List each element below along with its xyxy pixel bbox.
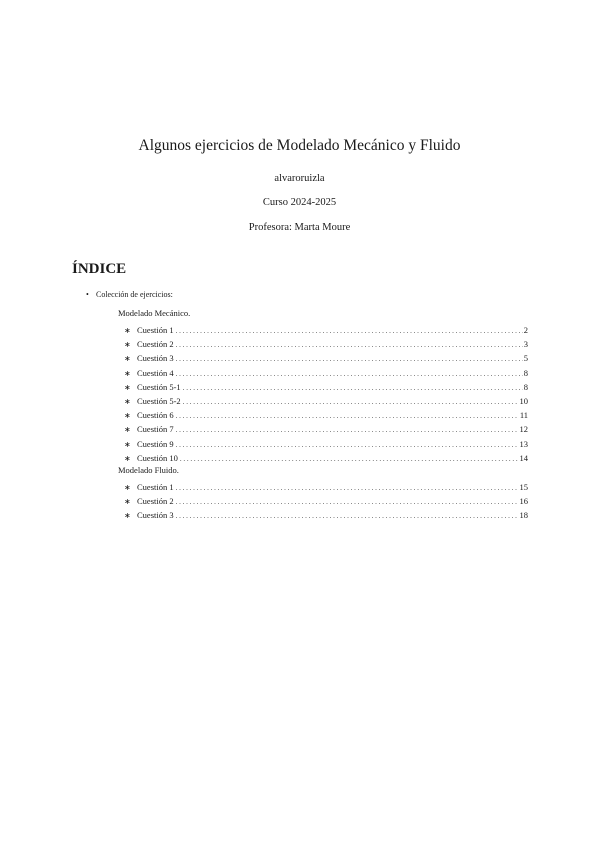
asterisk-icon: ∗ — [124, 354, 131, 364]
toc-entry[interactable] — [124, 508, 528, 522]
asterisk-icon: ∗ — [124, 483, 131, 492]
toc-heading: ÍNDICE — [72, 261, 127, 277]
toc-entry-page: 15 — [519, 482, 528, 492]
toc-entry-page: 12 — [519, 424, 528, 435]
toc-section-mecanico: Modelado Mecánico. — [118, 308, 191, 318]
dot-leader — [183, 394, 519, 409]
dot-leader — [176, 480, 519, 495]
asterisk-icon: ∗ — [124, 340, 131, 350]
asterisk-icon: ∗ — [124, 368, 131, 378]
toc-entry-name: Cuestión 3 — [137, 353, 174, 364]
toc-entry-name: Cuestión 1 — [137, 482, 174, 492]
toc-entry[interactable] — [124, 422, 528, 436]
toc-list-mecanico — [124, 323, 528, 465]
dot-leader — [176, 323, 523, 338]
toc-entry[interactable] — [124, 451, 528, 465]
toc-entry[interactable] — [124, 480, 528, 494]
toc-entry-name: Cuestión 2 — [137, 339, 174, 350]
asterisk-icon: ∗ — [124, 497, 131, 507]
dot-leader — [176, 437, 519, 452]
toc-entry-page: 8 — [523, 367, 528, 378]
toc-entry-page: 14 — [519, 452, 528, 463]
toc-entry[interactable] — [124, 351, 528, 365]
toc-entry-name: Cuestión 6 — [137, 410, 174, 421]
asterisk-icon: ∗ — [124, 411, 131, 421]
toc-entry-page: 3 — [523, 339, 528, 350]
dot-leader — [176, 422, 519, 437]
bullet-icon: • — [86, 290, 89, 299]
document-title: Algunos ejercicios de Modelado Mecánico y Fluido — [138, 137, 461, 154]
asterisk-icon: ∗ — [124, 511, 131, 521]
toc-entry-name: Cuestión 2 — [137, 496, 174, 507]
toc-entry-page: 2 — [523, 325, 528, 335]
document-author: alvaroruizla — [274, 173, 325, 184]
toc-entry-name: Cuestión 1 — [137, 325, 174, 335]
toc-section-fluido: Modelado Fluido. — [118, 465, 179, 475]
toc-entry[interactable] — [124, 337, 528, 351]
toc-entry-name: Cuestión 9 — [137, 438, 174, 449]
toc-entry[interactable] — [124, 380, 528, 394]
toc-entry[interactable] — [124, 323, 528, 337]
toc-top-item-label: Colección de ejercicios: — [96, 290, 173, 299]
dot-leader — [176, 366, 523, 381]
dot-leader — [176, 508, 519, 523]
asterisk-icon: ∗ — [124, 425, 131, 435]
toc-entry-name: Cuestión 10 — [137, 452, 178, 463]
document-teacher: Profesora: Marta Moure — [248, 222, 351, 233]
toc-entry-page: 11 — [519, 410, 528, 421]
toc-entry-name: Cuestión 3 — [137, 510, 174, 521]
toc-entry-name: Cuestión 7 — [137, 424, 174, 435]
toc-entry-page: 13 — [519, 438, 528, 449]
toc-entry-page: 8 — [523, 381, 528, 392]
toc-entry-name: Cuestión 5-2 — [137, 395, 181, 406]
toc-entry-name: Cuestión 4 — [137, 367, 174, 378]
toc-entry[interactable] — [124, 408, 528, 422]
dot-leader — [176, 494, 519, 509]
toc-entry-page: 5 — [523, 353, 528, 364]
toc-top-item — [86, 289, 173, 300]
asterisk-icon: ∗ — [124, 439, 131, 449]
asterisk-icon: ∗ — [124, 326, 131, 335]
toc-entry-page: 18 — [519, 510, 528, 521]
toc-entry-page: 16 — [519, 496, 528, 507]
toc-entry[interactable] — [124, 366, 528, 380]
dot-leader — [183, 380, 523, 395]
document-course: Curso 2024-2025 — [262, 197, 337, 208]
asterisk-icon: ∗ — [124, 396, 131, 406]
toc-entry[interactable] — [124, 494, 528, 508]
toc-entry-name: Cuestión 5-1 — [137, 381, 181, 392]
dot-leader — [176, 351, 523, 366]
dot-leader — [176, 337, 523, 352]
asterisk-icon: ∗ — [124, 453, 131, 463]
toc-entry[interactable] — [124, 394, 528, 408]
toc-list-fluido — [124, 480, 528, 523]
toc-entry-page: 10 — [519, 395, 528, 406]
toc-entry[interactable] — [124, 437, 528, 451]
dot-leader — [180, 451, 519, 466]
dot-leader — [176, 408, 519, 423]
asterisk-icon: ∗ — [124, 382, 131, 392]
